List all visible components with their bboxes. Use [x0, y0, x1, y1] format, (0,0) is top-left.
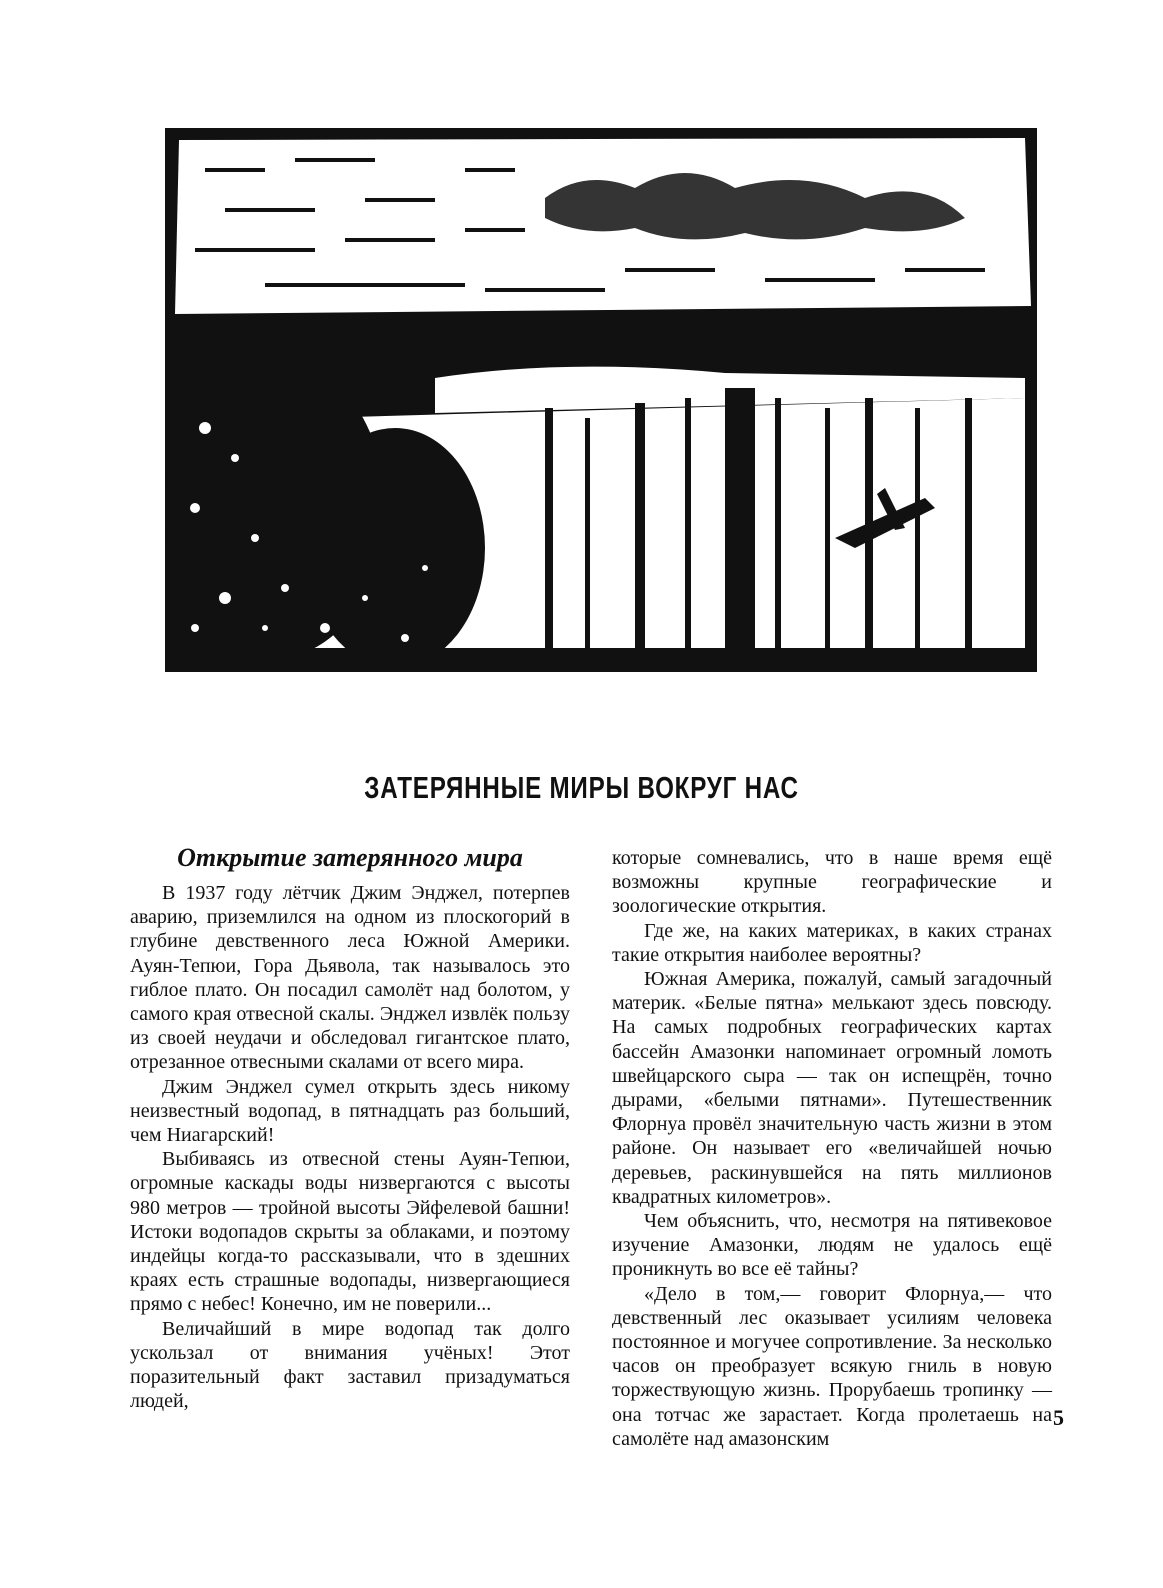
waterfall-woodcut-illustration — [165, 128, 1037, 672]
left-column — [130, 881, 570, 1413]
section-heading: Открытие затерянного мира — [177, 843, 523, 872]
paragraph: Чем объяснить, что, несмотря на пятивековое изучение Амазонки, людям не удалось ещё проникнуть во все её тайны? — [612, 1210, 1052, 1281]
right-column — [612, 846, 1052, 1451]
paragraph: Где же, на каких материках, в каких странах такие открытия наиболее вероятны? — [612, 919, 1052, 966]
page-number: 5 — [1053, 1405, 1064, 1430]
article-title: ЗАТЕРЯННЫЕ МИРЫ ВОКРУГ НАС — [364, 770, 799, 805]
paragraph-continuation: которые сомневались, что в наше время ещё возможны крупные географические и зоологические открытия. — [612, 847, 1052, 918]
paragraph: Джим Энджел сумел открыть здесь никому неизвестный водопад, в пятнадцать раз больший, чем Ниагарский! — [130, 1075, 570, 1147]
paragraph: Величайший в мире водопад так долго ускользал от внимания учёных! Этот поразительный факт заставил призадуматься людей, — [130, 1317, 570, 1413]
paragraph: Южная Америка, пожалуй, самый загадочный материк. «Белые пятна» мелькают здесь повсюду. На самых подробных географических картах бассейн Амазонки напоминает огромный ломоть швейцарского сыра — так он испещрён, точно дырами, «белыми пятнами». Путешественник Флорнуа провёл значительную часть жизни в этом районе. Он называет его «величайшей ночью деревьев, раскинувшейся на пять миллионов квадратных километров». — [612, 968, 1052, 1208]
paragraph: В 1937 году лётчик Джим Энджел, потерпев аварию, приземлился на одном из плоскогорий в глубине девственного леса Южной Америки. Ауян-Тепюи, Гора Дьявола, так называлось это гиблое плато. Он посадил самолёт над болотом, у самого края отвесной скалы. Энджел извлёк пользу из своей неудачи и обследовал гигантское плато, отрезанное отвесными скалами от всего мира. — [130, 882, 570, 1074]
paragraph: Выбиваясь из отвесной стены Ауян-Тепюи, огромные каскады воды низвергаются с высоты 980 метров — тройной высоты Эйфелевой башни! Истоки водопадов скрыты за облаками, и поэтому индейцы когда-то рассказывали, что в здешних краях есть страшные водопады, низвергающиеся прямо с небес! Конечно, им не поверили... — [130, 1148, 570, 1316]
paragraph: «Дело в том,— говорит Флорнуа,— что девственный лес оказывает усилиям человека постоянное и могучее сопротивление. За несколько часов он преобразует всякую гниль в новую торжествующую жизнь. Прорубаешь тропинку — она тотчас же зарастает. Когда пролетаешь на самолёте над амазонским — [612, 1282, 1052, 1450]
